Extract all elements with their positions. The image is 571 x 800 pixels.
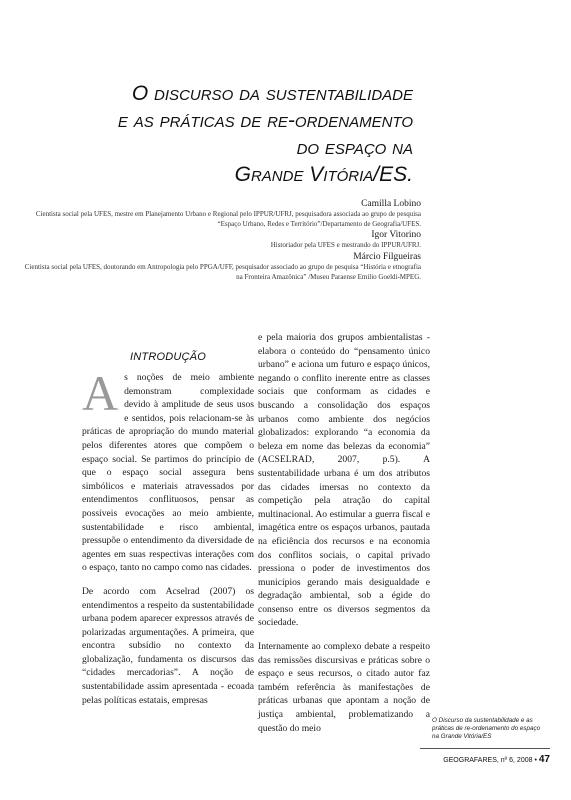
author-name: Márcio Filgueiras: [353, 252, 421, 262]
section-heading-introducao: INTRODUÇÃO: [130, 351, 206, 363]
author-camilla-lobino: [21, 199, 421, 229]
footer-separator: •: [534, 757, 537, 764]
author-affiliation: Cientista social pela UFES, doutorando em Antropologia pelo PPGA/UFF, pesquisador associado ao grupo de pesquisa “História e etnografia na Fronteira Amazônica” /Museu Paraense Emilio Goeldi-MPEG.: [24, 263, 421, 281]
author-marcio-filgueiras: [21, 252, 421, 282]
page-footer: [420, 748, 550, 765]
title-line-2: e as práticas de re-ordenamento: [117, 109, 413, 132]
title-line-3: do espaço na: [296, 136, 413, 159]
title-line-4: Grande Vitória/ES.: [234, 163, 413, 186]
author-name: Igor Vitorino: [371, 230, 421, 240]
author-name: Camilla Lobino: [361, 199, 421, 209]
title-line-1: O discurso da sustentabilidade: [131, 82, 413, 105]
author-igor-vitorino: [21, 230, 421, 251]
author-affiliation: Historiador pela UFES e mestrando do IPPUR/UFRJ.: [270, 241, 421, 249]
paragraph: [82, 365, 254, 575]
page-number: 47: [538, 754, 550, 765]
paragraph: Internamente ao complexo debate a respeito das remissões discursivas e práticas sobre o espaço e seus recursos, o citado autor faz também referência às manifestações de práticas urbanas que apontam a noção de justiça ambiental, problematizando a questão do meio: [258, 641, 430, 734]
running-head-note: O Discurso da sustentabilidade e as práticas de re-ordenamento do espaço na Grande Vitória/ES: [432, 717, 541, 740]
author-affiliation: Cientista social pela UFES, mestre em Planejamento Urbano e Regional pelo IPPUR/UFRJ, pesquisadora associada ao grupo de pesquisa “Espaço Urbano, Redes e Território”/Departamento de Geografia/UFES.: [35, 210, 421, 228]
journal-citation: GEOGRAFARES, nº 6, 2008: [443, 757, 533, 764]
body-column-1: [82, 365, 254, 717]
paragraph: e pela maioria dos grupos ambientalistas - elabora o conteúdo do “pensamento único urbano” e aciona um futuro e espaço únicos, negando o conflito inerente entre as classes sociais que conformam as cidades e buscando a consolidação dos espaços urbanos como ambiente dos negócios globalizados: explorando “a economia da beleza em nome das belezas da economia” (ACSELRAD, 2007, p.5). A sustentabilidade urbana é um dos atributos das cidades imersas no contexto da competição pela atração do capital multinacional. Ao estimular a guerra fiscal e imagética entre os espaços urbanos, pautada na eficiência dos recursos e na economia dos conflitos sociais, o capital privado pressiona o poder de investimentos dos municípios gerando mais desigualdade e degradação ambiental, sob a égide do consenso entre os diversos segmentos da sociedade.: [258, 332, 430, 629]
body-column-2: [258, 331, 430, 745]
paragraph-text: s noções de meio ambiente demonstram complexidade devido à amplitude de seus usos e sentidos, pois relacionam-se às práticas de apropriação do mundo material pelos diferentes atores que compõem o espaço social. Se partimos do princípio de que o espaço social assegura bens simbólicos e materiais atravessados por entendimentos conflituosos, pensar as possíveis evocações ao meio ambiente, sustentabilidade e risco ambiental, pressupõe o entendimento da diversidade de agentes em suas respectivas interações com o espaço, tanto no campo como nas cidades.: [82, 372, 254, 574]
paragraph: De acordo com Acselrad (2007) os entendimentos a respeito da sustentabilidade urbana podem aparecer expressos através de polarizadas argumentações. A primeira, que encontra subsídio no contexto da globalização, fundamenta os discursos das “cidades mercadorias”. A noção de sustentabilidade assim apresentada - ecoada pelas políticas estatais, empresas: [82, 585, 254, 706]
article-title: [13, 80, 413, 188]
drop-cap: A: [82, 365, 119, 421]
